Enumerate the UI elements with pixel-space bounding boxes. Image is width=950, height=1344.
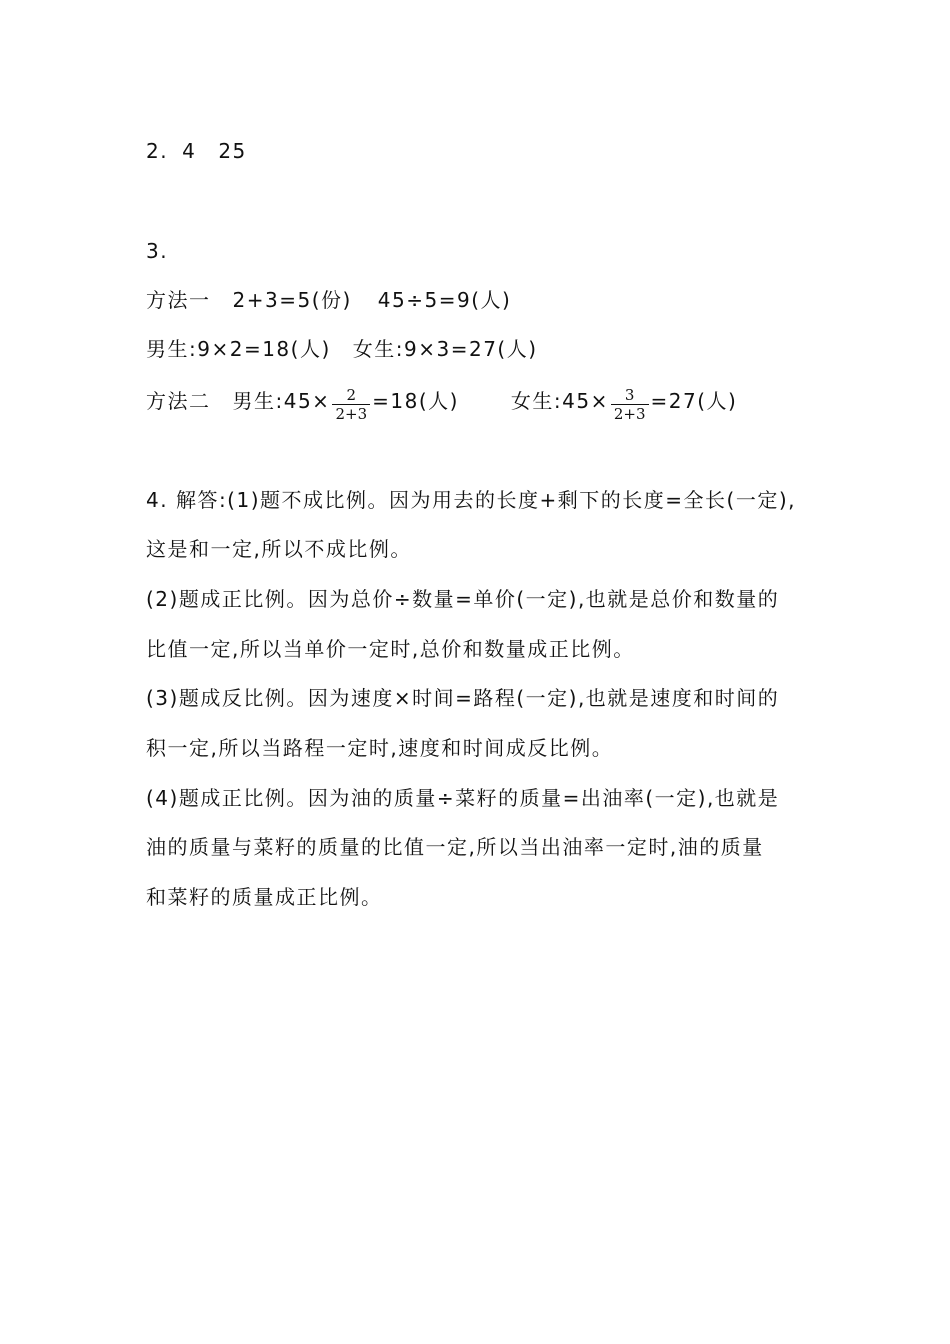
q4-line-9: 和菜籽的质量成正比例。 <box>146 885 383 909</box>
q3-label: 3. <box>146 239 169 263</box>
q3-method2-boys-prefix: 男生:45× <box>232 389 331 413</box>
q3-method2-girls-result: =27(人) <box>650 389 738 413</box>
q4-line-7: (4)题成正比例。因为油的质量÷菜籽的质量=出油率(一定),也就是 <box>146 786 780 810</box>
q3-method2-girls-prefix: 女生:45× <box>510 389 609 413</box>
q2-answer-a: 4 <box>182 139 197 163</box>
q4-line-8: 油的质量与菜籽的质量的比值一定,所以当出油率一定时,油的质量 <box>146 835 764 859</box>
q3-method2-girls-fraction <box>611 386 649 423</box>
q4-line-1: 4. 解答:(1)题不成比例。因为用去的长度+剩下的长度=全长(一定), <box>146 488 796 512</box>
q3-boys-calc: 男生:9×2=18(人) <box>146 337 331 361</box>
q3-method2-boys-fraction <box>332 386 370 423</box>
q4-line-5: (3)题成反比例。因为速度×时间=路程(一定),也就是速度和时间的 <box>146 686 780 710</box>
q3-method1-line <box>146 287 511 313</box>
q4-line-4: 比值一定,所以当单价一定时,总价和数量成正比例。 <box>146 637 635 661</box>
q3-method2-line <box>146 384 737 421</box>
q3-method1-step1: 2+3=5(份) <box>232 288 352 312</box>
fraction-denominator: 2+3 <box>335 405 368 423</box>
q4-line-6: 积一定,所以当路程一定时,速度和时间成反比例。 <box>146 736 614 760</box>
q3-method1-title: 方法一 <box>146 288 211 312</box>
q2-answer-line <box>146 138 247 164</box>
fraction-denominator: 2+3 <box>613 405 646 423</box>
q3-method1-step2: 45÷5=9(人) <box>377 288 512 312</box>
fraction-numerator: 3 <box>611 386 649 405</box>
q2-answer-b: 25 <box>218 139 247 163</box>
q4-line-2: 这是和一定,所以不成比例。 <box>146 537 412 561</box>
q3-method2-title: 方法二 <box>146 389 211 413</box>
q2-label: 2. <box>146 139 169 163</box>
q3-girls-calc: 女生:9×3=27(人) <box>352 337 538 361</box>
q3-method2-boys-result: =18(人) <box>372 389 459 413</box>
fraction-numerator: 2 <box>332 386 370 405</box>
q3-boys-girls-line <box>146 336 538 362</box>
q4-line-3: (2)题成正比例。因为总价÷数量=单价(一定),也就是总价和数量的 <box>146 587 780 611</box>
